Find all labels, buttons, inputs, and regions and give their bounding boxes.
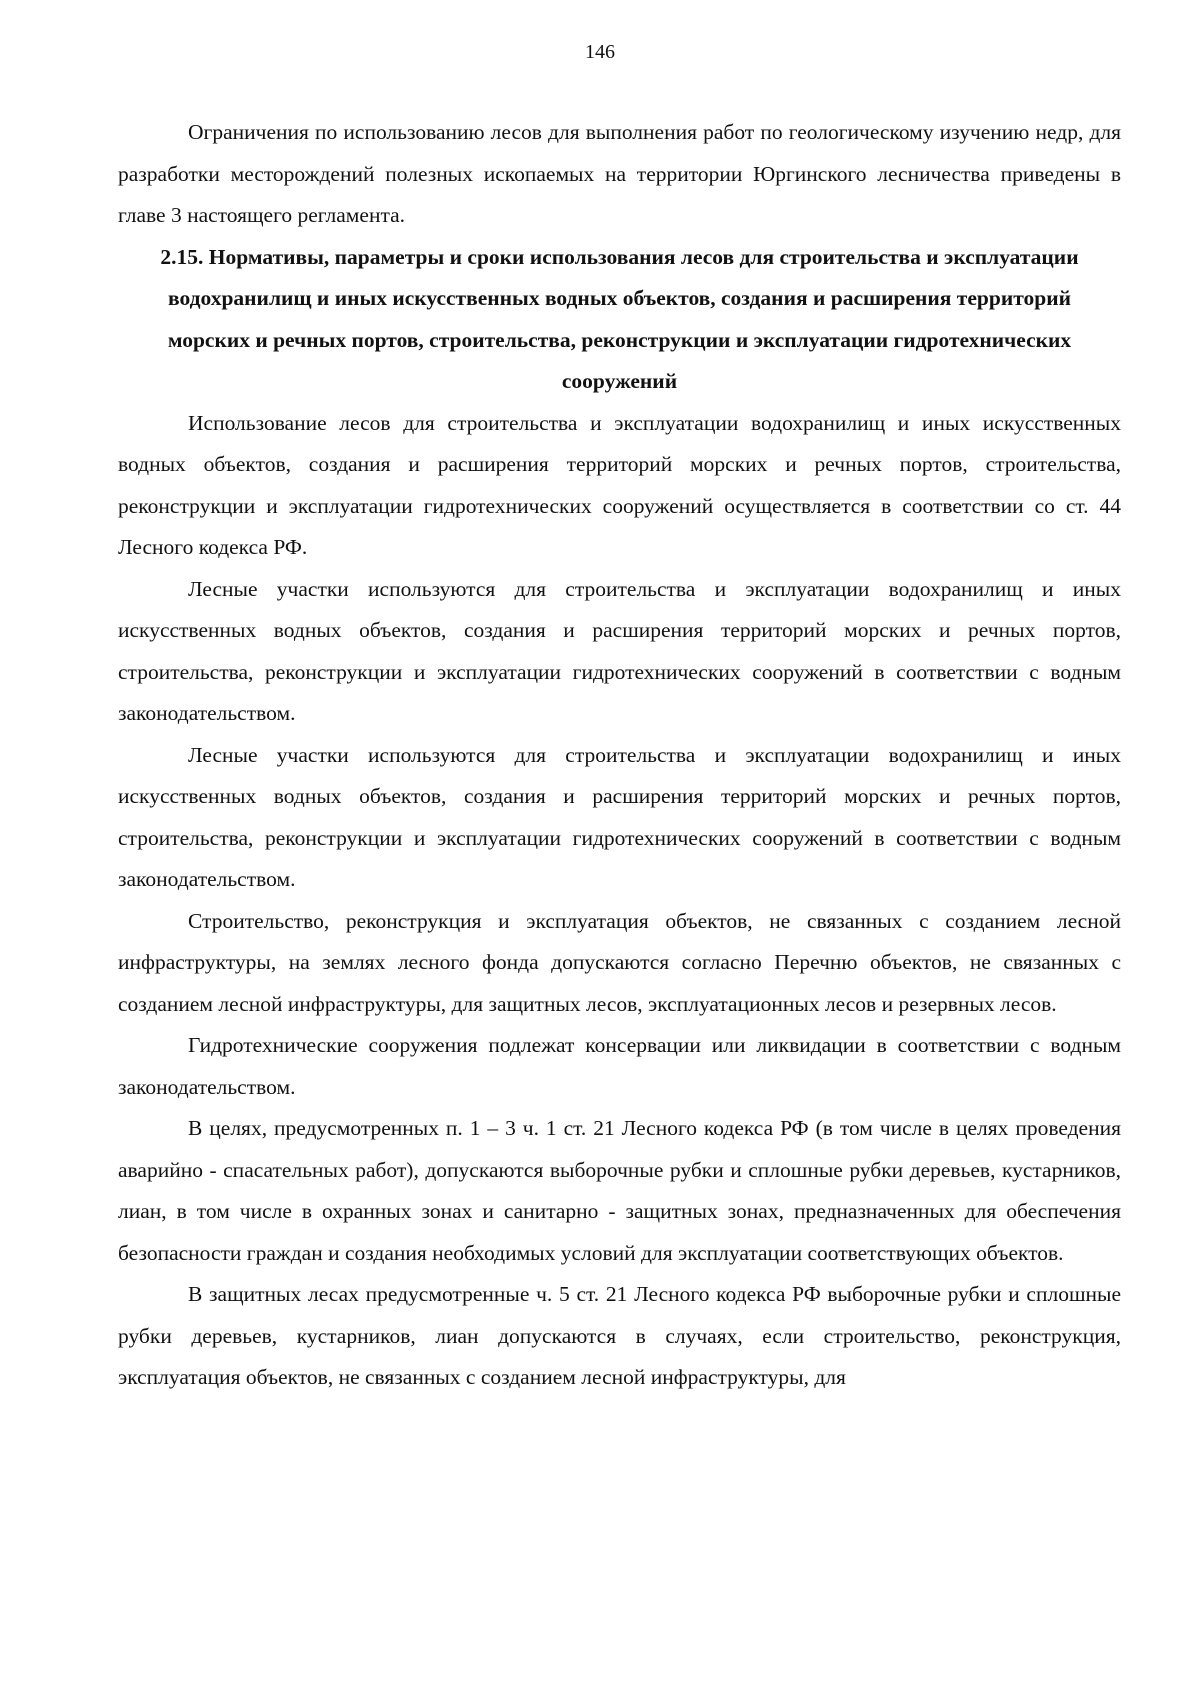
intro-paragraph: Ограничения по использованию лесов для выполнения работ по геологическому изучению недр, для разработки месторождений полезных ископаемых на территории Юргинского лесничества приведены в главе 3 настоящего регламента. <box>118 120 1121 227</box>
body-paragraph-3: Лесные участки используются для строительства и эксплуатации водохранилищ и иных искусственных водных объектов, создания и расширения территорий морских и речных портов, строительства, реконструкции и эксплуатации гидротехнических сооружений в соответствии с водным законодательством. <box>118 742 1121 891</box>
body-paragraph-2: Лесные участки используются для строительства и эксплуатации водохранилищ и иных искусственных водных объектов, создания и расширения территорий морских и речных портов, строительства, реконструкции и эксплуатации гидротехнических сооружений в соответствии с водным законодательством. <box>118 576 1121 725</box>
body-paragraph-4: Строительство, реконструкция и эксплуатация объектов, не связанных с созданием лесной инфраструктуры, на землях лесного фонда допускаются согласно Перечню объектов, не связанных с созданием лесной инфраструктуры, для защитных лесов, эксплуатационных лесов и резервных лесов. <box>118 908 1121 1016</box>
body-paragraph-5: Гидротехнические сооружения подлежат консервации или ликвидации в соответствии с водным законодательством. <box>118 1033 1121 1099</box>
body-paragraph-6: В целях, предусмотренных п. 1 – 3 ч. 1 ст. 21 Лесного кодекса РФ (в том числе в целях проведения аварийно - спасательных работ), допускаются выборочные рубки и сплошные рубки деревьев, кустарников, лиан, в том числе в охранных зонах и санитарно - защитных зонах, предназначенных для обеспечения безопасности граждан и создания необходимых условий для эксплуатации соответствующих объектов. <box>118 1116 1121 1265</box>
section-heading: 2.15. Нормативы, параметры и сроки использования лесов для строительства и эксплуатации водохранилищ и иных искусственных водных объектов, создания и расширения территорий морских и речных портов, строительства, реконструкции и эксплуатации гидротехнических сооружений <box>160 244 1079 393</box>
body-paragraph-1: Использование лесов для строительства и эксплуатации водохранилищ и иных искусственных водных объектов, создания и расширения территорий морских и речных портов, строительства, реконструкции и эксплуатации гидротехнических сооружений осуществляется в соответствии со ст. 44 Лесного кодекса РФ. <box>118 410 1121 559</box>
page-number: 146 <box>585 41 615 63</box>
document-body <box>118 112 1121 1399</box>
body-paragraph-7: В защитных лесах предусмотренные ч. 5 ст. 21 Лесного кодекса РФ выборочные рубки и сплошные рубки деревьев, кустарников, лиан допускаются в случаях, если строительство, реконструкция, эксплуатация объектов, не связанных с созданием лесной инфраструктуры, для <box>118 1282 1121 1389</box>
